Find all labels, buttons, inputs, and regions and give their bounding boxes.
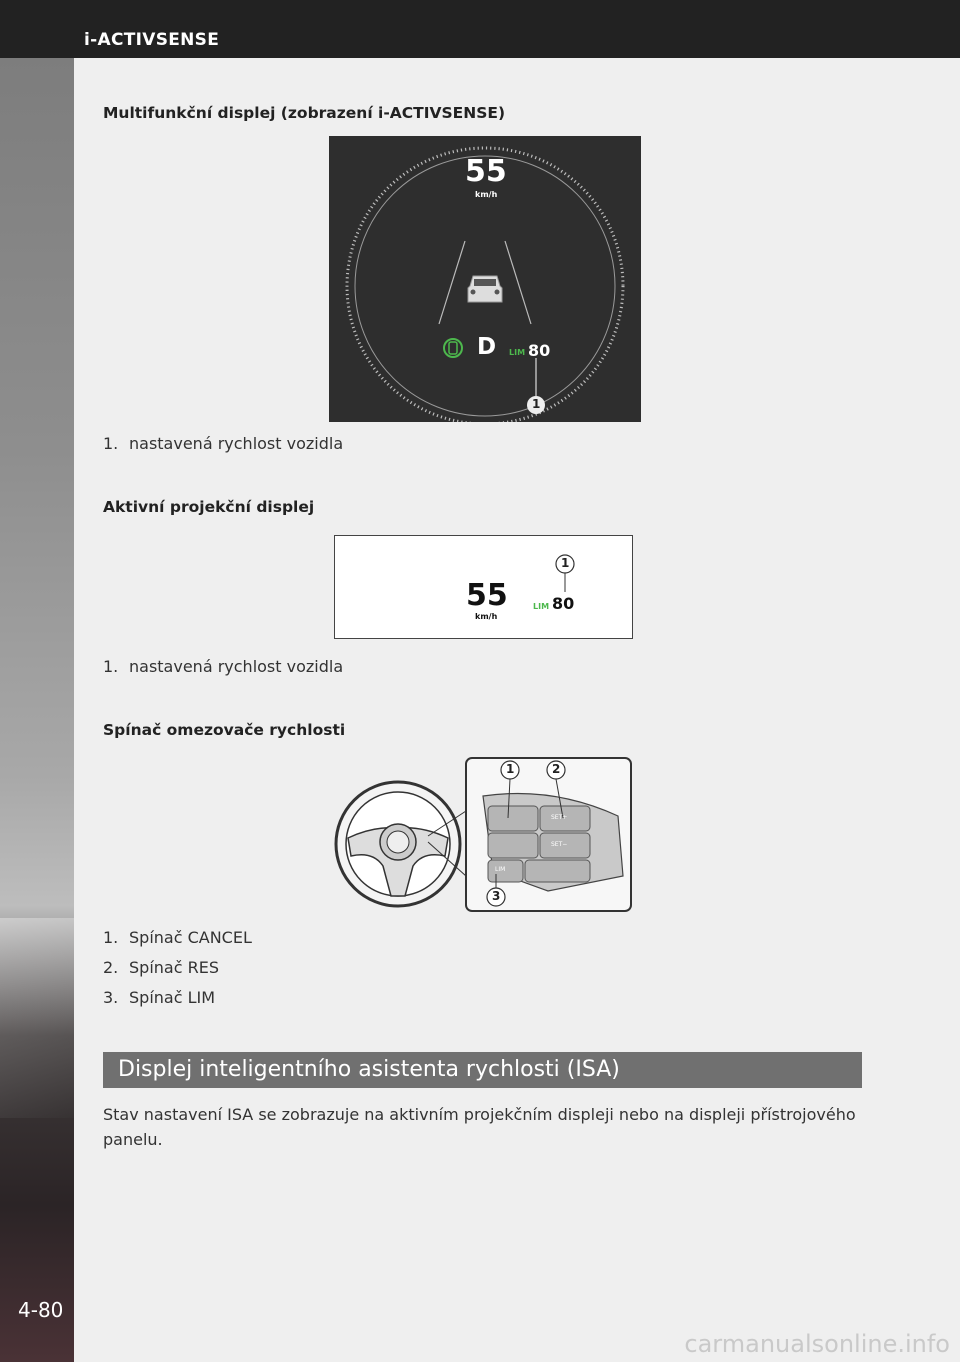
fig3-callout-1: 1	[506, 762, 515, 776]
isa-body-text: Stav nastavení ISA se zobrazuje na aktivním projekčním displeji nebo na displeji přístrojového panelu.	[103, 1105, 856, 1149]
fig2-speed-value: 55	[466, 578, 508, 613]
figure-projection-display	[334, 535, 633, 639]
heading-projection-display: Aktivní projekční displej	[103, 498, 315, 516]
section-title-bar	[103, 1052, 862, 1088]
list-multifunction	[103, 434, 343, 464]
list-item: 3. Spínač LIM	[103, 988, 216, 1007]
fig3-set-minus-label: SET−	[551, 841, 568, 848]
page-number: 4-80	[18, 1298, 64, 1322]
fig3-callout-2: 2	[552, 762, 561, 776]
fig3-set-plus-label: SET+	[551, 814, 568, 821]
fig1-speed-unit: km/h	[475, 190, 498, 199]
list-projection	[103, 657, 343, 687]
steering-wheel-illustration	[333, 756, 633, 914]
list-item: 1. Spínač CANCEL	[103, 928, 252, 947]
steering-wheel-icon	[336, 782, 460, 906]
fig1-speed-value: 55	[465, 154, 507, 189]
car-icon	[468, 276, 502, 302]
fig2-speed-unit: km/h	[475, 612, 498, 621]
sidebar-swoosh	[0, 918, 74, 1118]
sidebar-decoration	[0, 58, 74, 1362]
figure-multifunction-display	[329, 136, 641, 422]
fig1-callout-1: 1	[532, 397, 541, 411]
section-title: Displej inteligentního asistenta rychlosti (ISA)	[118, 1057, 620, 1082]
top-header-bar	[0, 0, 960, 58]
watermark: carmanualsonline.info	[684, 1330, 950, 1358]
figure-speed-limiter-switch	[333, 756, 633, 914]
fig2-lim-value: 80	[552, 594, 575, 613]
fig3-callout-3: 3	[492, 889, 501, 903]
heading-multifunction-display: Multifunkční displej (zobrazení i-ACTIVSENSE)	[103, 104, 506, 122]
list-item: 1. nastavená rychlost vozidla	[103, 657, 344, 676]
fig1-gear-indicator: D	[477, 334, 497, 360]
fig1-lim-label: LIM	[509, 348, 526, 357]
fig2-callout-1: 1	[561, 556, 570, 570]
fig3-lim-label: LIM	[495, 866, 506, 873]
fig2-lim-label: LIM	[533, 602, 550, 611]
fig1-lim-value: 80	[528, 341, 551, 360]
list-item: 1. nastavená rychlost vozidla	[103, 434, 344, 453]
list-item: 2. Spínač RES	[103, 958, 219, 977]
chapter-title: i-ACTIVSENSE	[84, 30, 220, 50]
list-speed-limiter-switch	[103, 928, 252, 1018]
heading-speed-limiter-switch: Spínač omezovače rychlosti	[103, 721, 346, 739]
